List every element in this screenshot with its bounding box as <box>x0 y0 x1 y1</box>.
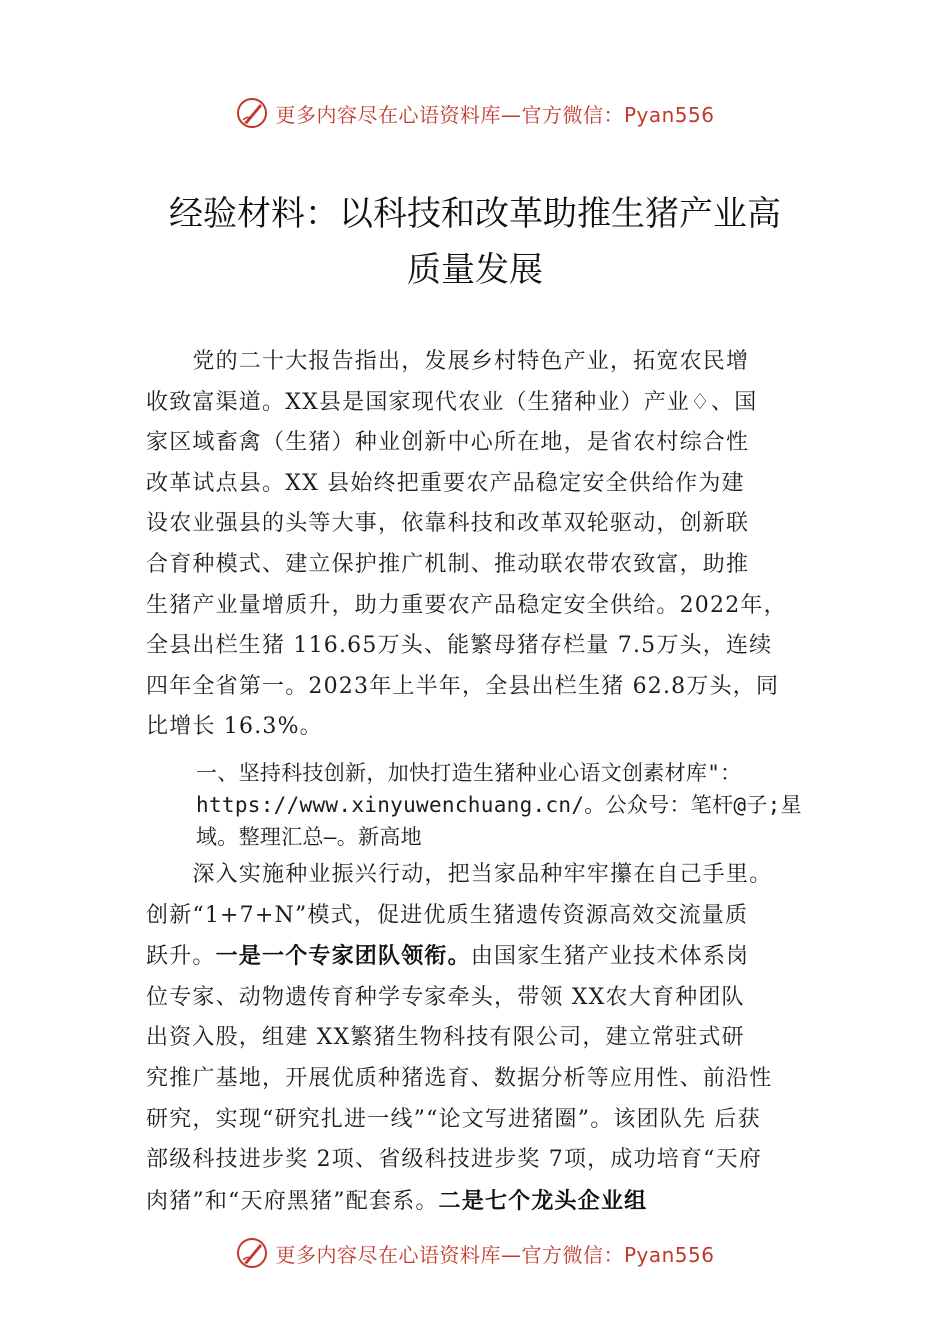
quill-pen-logo-icon <box>235 96 269 130</box>
banner-text: 更多内容尽在心语资料库—官方微信：Pyan556 <box>275 102 715 127</box>
bold-point-1: 一是一个专家团队领衔。 <box>215 943 471 970</box>
footer-banner <box>0 1233 950 1273</box>
header-banner <box>0 93 950 133</box>
paragraph-middle: 由国家生猪产业技术体系岗 位专家、动物遗传育种学专家牵头，带领 XX农大育种团队 出资入股，组建 XX繁猪生物科技有限公司，建立常驻式研 究推广基地，开展优质种猪选育、数据分析等应用性、前沿性 研究，实现“研究扎进一线”“论文写进猪圈”。该团队先 后获 部级科技进步奖 2项、省级科技进步奖 7项，成功培育“天府 肉猪”和“天府黑猪”配套系。 <box>146 944 773 1214</box>
bold-point-2: 二是七个龙头企业组 <box>438 1187 648 1214</box>
page-title: 经验材料：以科技和改革助推生猪产业高 质量发展 <box>169 194 781 290</box>
body-paragraph-2 <box>146 855 836 1222</box>
section-heading-1: 一、坚持科技创新，加快打造生猪种业心语文创素材库"： https://www.xinyuwenchuang.cn/。公众号：笔杆@子;星 域。整理汇总—。新高地 <box>196 761 802 849</box>
intro-paragraph: 党的二十大报告指出，发展乡村特色产业，拓宽农民增 收致富渠道。XX县是国家现代农业（生猪种业）产业♢、国 家区域畜禽（生猪）种业创新中心所在地，是省农村综合性 改革试点县。XX 县始终把重要农产品稳定安全供给作为建 设农业强县的头等大事，依靠科技和改革双轮驱动，创新联 合育种模式、建立保护推广机制、推动联农带农致富，助推 生猪产业量增质升，助力重要农产品稳定安全供给。2022年， 全县出栏生猪 116.65万头、能繁母猪存栏量 7.5万头，连续 四年全省第一。2023年上半年，全县出栏生猪 62.8万头，同 比增长 16.3%。 <box>146 349 787 740</box>
banner-text: 更多内容尽在心语资料库—官方微信：Pyan556 <box>275 1242 715 1267</box>
paragraph-lead: 深入实施种业振兴行动，把当家品种牢牢攥在自己手里。 创新“1+7+N”模式，促进优质生猪遗传资源高效交流量质 跃升。 <box>146 862 773 970</box>
quill-pen-logo-icon <box>235 1236 269 1270</box>
